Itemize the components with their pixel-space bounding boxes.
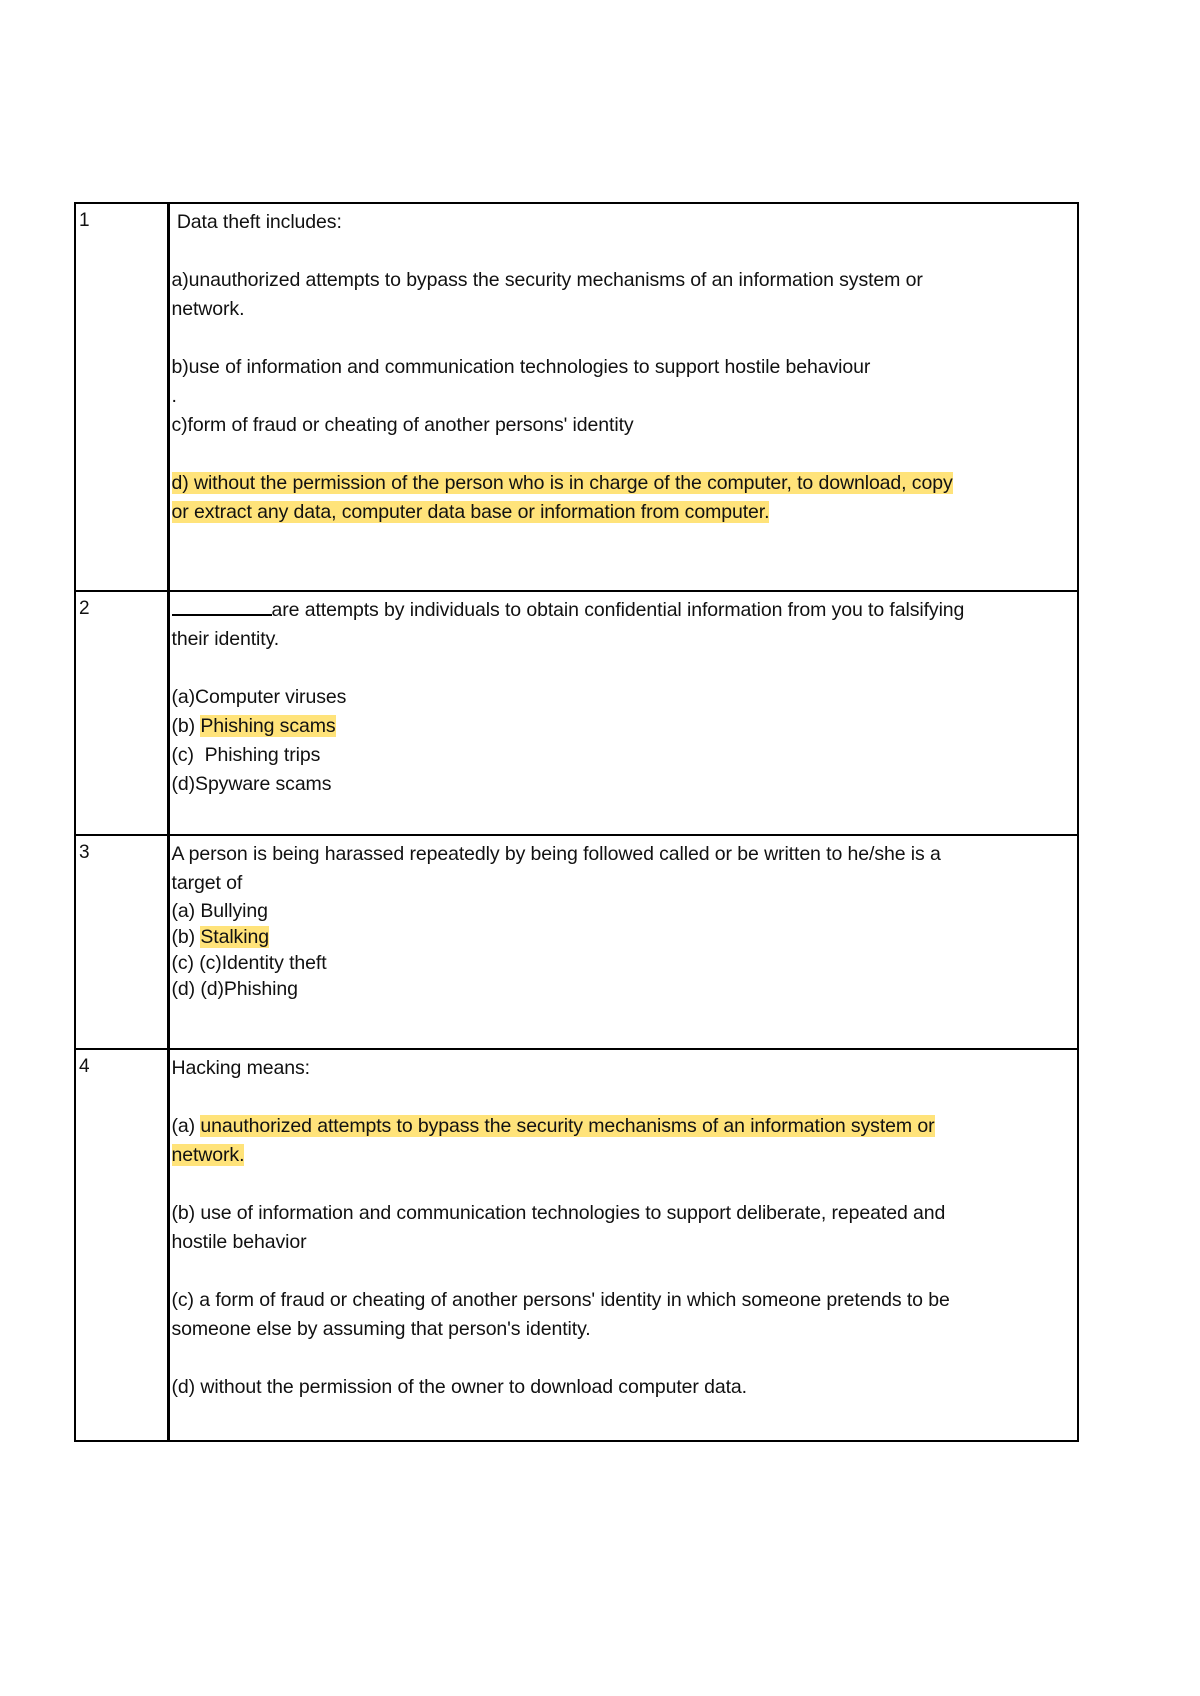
question-row-2 [75,591,1078,835]
option-c: (c) a form of fraud or cheating of another persons' identity in which someone pretends to be [171,1289,950,1311]
fill-in-blank [172,596,272,616]
option-a-prefix: (a) [171,1115,201,1137]
question-stem: Data theft includes: [171,211,342,233]
option-c: (c) (c)Identity theft [171,952,327,974]
option-c: c)form of fraud or cheating of another persons' identity [171,414,634,436]
option-d-answer-highlight: d) without the permission of the person who is in charge of the computer, to download, copy [171,472,953,494]
option-b-cont: hostile behavior [171,1231,307,1253]
option-d-answer-highlight-cont: or extract any data, computer data base or information from computer. [171,501,770,523]
option-d: (d)Spyware scams [171,773,332,795]
option-b-prefix: (b) [171,715,201,737]
option-a-cont: network. [171,298,245,320]
option-b-cont: . [171,385,177,407]
option-b: (b) use of information and communication technologies to support deliberate, repeated and [171,1202,946,1224]
option-d: (d) without the permission of the owner to download computer data. [171,1376,747,1398]
question-number: 4 [75,1049,168,1441]
question-content [168,591,1078,835]
option-a: (a) Bullying [171,900,268,922]
question-content [168,203,1078,591]
option-a-answer-highlight: unauthorized attempts to bypass the security mechanisms of an information system or [200,1115,935,1137]
option-a-answer-highlight-cont: network. [171,1144,245,1166]
question-row-4 [75,1049,1078,1441]
option-c-cont: someone else by assuming that person's identity. [171,1318,591,1340]
question-stem: are attempts by individuals to obtain confidential information from you to falsifying [271,599,965,621]
question-row-3 [75,835,1078,1049]
question-number: 2 [75,591,168,835]
question-content [168,1049,1078,1441]
option-c: (c) Phishing trips [171,744,321,766]
option-b-answer-highlight: Stalking [200,926,269,948]
question-stem: A person is being harassed repeatedly by being followed called or be written to he/she is a [171,843,941,865]
option-a: (a)Computer viruses [171,686,347,708]
question-number: 3 [75,835,168,1049]
question-stem-cont: their identity. [171,628,280,650]
option-b: b)use of information and communication technologies to support hostile behaviour [171,356,871,378]
option-d: (d) (d)Phishing [171,978,298,1000]
question-content [168,835,1078,1049]
question-row-1 [75,203,1078,591]
question-number: 1 [75,203,168,591]
option-b-answer-highlight: Phishing scams [200,715,336,737]
question-stem: Hacking means: [171,1057,310,1079]
quiz-table [74,202,1079,1442]
option-b-prefix: (b) [171,926,201,948]
question-stem-cont: target of [171,872,243,894]
option-a: a)unauthorized attempts to bypass the security mechanisms of an information system or [171,269,923,291]
